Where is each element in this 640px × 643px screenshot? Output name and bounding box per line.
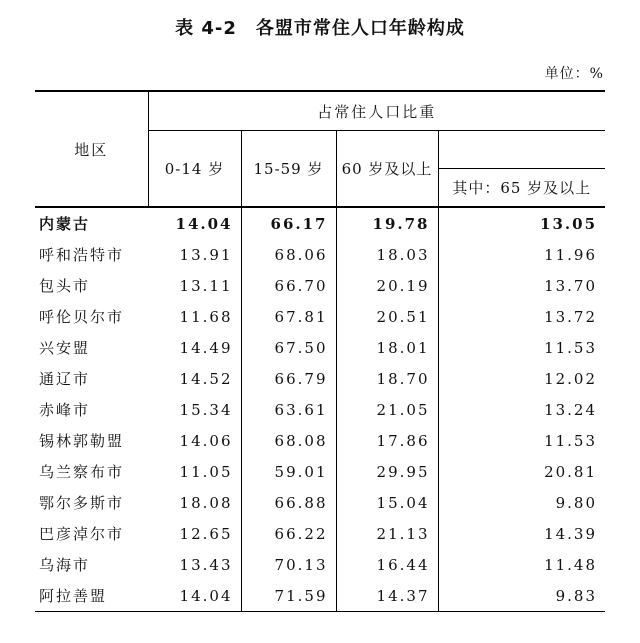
value-age-65-plus: 20.81 <box>544 462 598 481</box>
region-name: 包头市 <box>39 277 91 295</box>
value-age-0-14: 14.04 <box>148 207 241 239</box>
table-row <box>35 580 605 612</box>
region-name: 乌兰察布市 <box>39 463 125 481</box>
value-age-15-59: 67.81 <box>241 301 336 332</box>
region-name: 内蒙古 <box>35 207 148 239</box>
value-age-0-14: 12.65 <box>148 518 241 549</box>
table-row <box>35 425 605 456</box>
table-title: 表 4-2 各盟市常住人口年龄构成 <box>175 18 465 39</box>
value-age-60-plus: 21.13 <box>336 518 438 549</box>
unit-label: 单位：% <box>544 66 604 82</box>
value-age-0-14: 13.43 <box>148 549 241 580</box>
value-age-15-59: 59.01 <box>241 456 336 487</box>
value-age-65-plus: 9.80 <box>555 493 598 512</box>
value-age-60-plus: 18.70 <box>336 363 438 394</box>
table-row <box>35 332 605 363</box>
region-name: 锡林郭勒盟 <box>39 432 125 450</box>
region-name: 乌海市 <box>39 556 91 574</box>
value-age-0-14: 14.49 <box>148 332 241 363</box>
region-name: 兴安盟 <box>39 339 91 357</box>
table-row <box>35 239 605 270</box>
region-name: 呼伦贝尔市 <box>39 308 125 326</box>
value-age-60-plus: 18.01 <box>336 332 438 363</box>
value-age-65-plus: 11.48 <box>544 555 598 574</box>
table-row <box>35 549 605 580</box>
value-age-0-14: 15.34 <box>148 394 241 425</box>
value-age-60-plus: 29.95 <box>336 456 438 487</box>
value-age-15-59: 67.50 <box>241 332 336 363</box>
value-age-0-14: 11.68 <box>148 301 241 332</box>
value-age-0-14: 11.05 <box>148 456 241 487</box>
value-age-15-59: 68.08 <box>241 425 336 456</box>
table-row <box>35 363 605 394</box>
age-structure-table <box>35 90 605 612</box>
value-age-60-plus: 21.05 <box>336 394 438 425</box>
region-name: 赤峰市 <box>39 401 91 419</box>
value-age-15-59: 66.22 <box>241 518 336 549</box>
value-age-65-plus: 13.05 <box>438 207 605 239</box>
header-region: 地区 <box>35 91 148 207</box>
value-age-65-plus: 11.53 <box>544 338 598 357</box>
table-row <box>35 456 605 487</box>
table-body <box>35 207 605 612</box>
table-row <box>35 394 605 425</box>
header-age-60-plus: 60 岁及以上 <box>336 131 438 208</box>
value-age-65-plus: 12.02 <box>544 369 598 388</box>
table-row <box>35 270 605 301</box>
value-age-15-59: 66.88 <box>241 487 336 518</box>
value-age-0-14: 14.06 <box>148 425 241 456</box>
header-age-15-59: 15-59 岁 <box>241 131 336 208</box>
region-name: 呼和浩特市 <box>39 246 125 264</box>
value-age-65-plus: 9.83 <box>438 580 605 612</box>
value-age-15-59: 68.06 <box>241 239 336 270</box>
value-age-0-14: 18.08 <box>148 487 241 518</box>
table-row <box>35 518 605 549</box>
value-age-60-plus: 20.19 <box>336 270 438 301</box>
value-age-0-14: 14.04 <box>148 580 241 612</box>
value-age-65-plus: 13.70 <box>544 276 598 295</box>
value-age-0-14: 13.11 <box>148 270 241 301</box>
value-age-15-59: 66.79 <box>241 363 336 394</box>
value-age-65-plus: 11.96 <box>544 245 598 264</box>
header-group: 占常住人口比重 <box>148 91 605 131</box>
region-name: 通辽市 <box>39 370 91 388</box>
value-age-15-59: 63.61 <box>241 394 336 425</box>
header-empty <box>438 131 605 169</box>
value-age-60-plus: 20.51 <box>336 301 438 332</box>
value-age-65-plus: 14.39 <box>544 524 598 543</box>
region-name: 鄂尔多斯市 <box>39 494 125 512</box>
value-age-60-plus: 14.37 <box>336 580 438 612</box>
value-age-0-14: 13.91 <box>148 239 241 270</box>
value-age-60-plus: 15.04 <box>336 487 438 518</box>
value-age-60-plus: 19.78 <box>336 207 438 239</box>
header-age-0-14: 0-14 岁 <box>148 131 241 208</box>
table-row <box>35 207 605 239</box>
value-age-60-plus: 18.03 <box>336 239 438 270</box>
value-age-60-plus: 17.86 <box>336 425 438 456</box>
value-age-15-59: 66.70 <box>241 270 336 301</box>
value-age-60-plus: 16.44 <box>336 549 438 580</box>
region-name: 阿拉善盟 <box>35 580 148 612</box>
table-row <box>35 301 605 332</box>
value-age-65-plus: 13.72 <box>544 307 598 326</box>
header-age-65-plus: 其中：65 岁及以上 <box>438 169 605 208</box>
value-age-15-59: 71.59 <box>241 580 336 612</box>
value-age-65-plus: 11.53 <box>544 431 598 450</box>
table-row <box>35 487 605 518</box>
value-age-15-59: 70.13 <box>241 549 336 580</box>
region-name: 巴彦淖尔市 <box>39 525 125 543</box>
value-age-15-59: 66.17 <box>241 207 336 239</box>
value-age-65-plus: 13.24 <box>544 400 598 419</box>
value-age-0-14: 14.52 <box>148 363 241 394</box>
